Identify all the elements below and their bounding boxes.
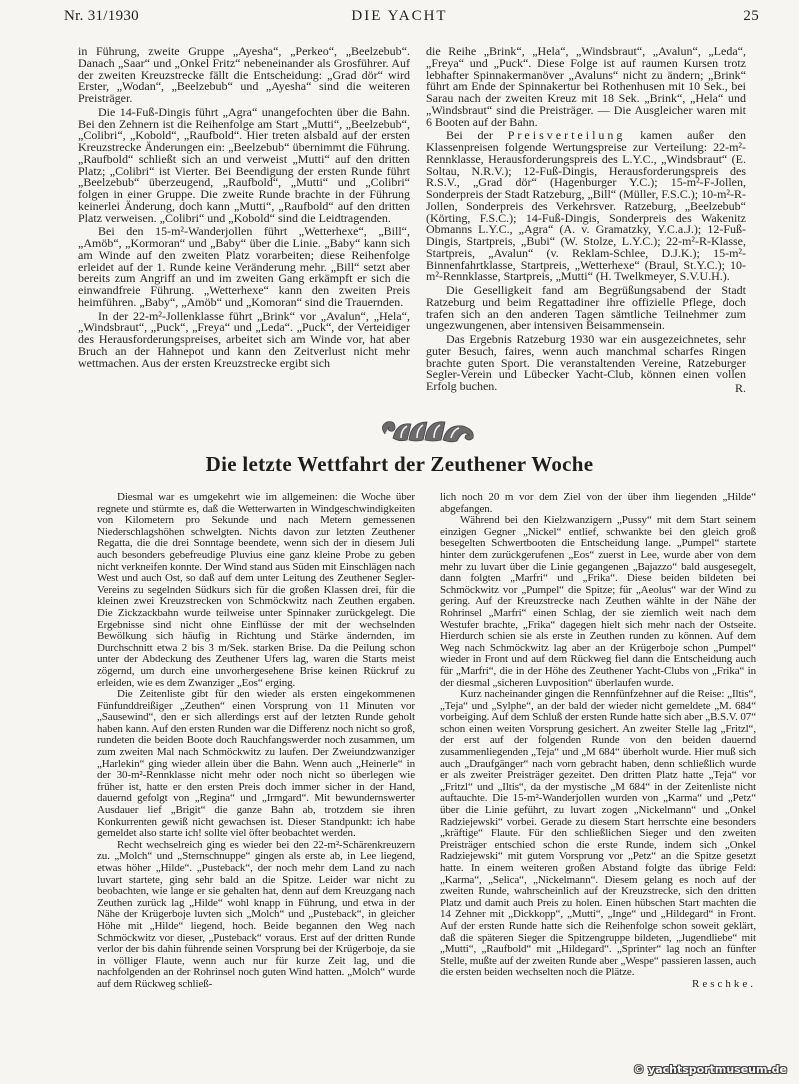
issue-number: Nr. 31/1930 <box>64 8 139 24</box>
paragraph: Während bei den Kielzwanzigern „Pussy“ mit dem Start seinem einzigen Gegner „Nickel“ entlief, schwankte bei den gleich groß besegelten Schwertbooten die Entscheidung lange. „Pumpel“ startete hinter dem zurückgerufenen „Eos“ zuerst in Lee, wurde aber von dem mehr zu luvart über die Linie gegangenen „Bajazzo“ bald ausgesegelt, dann folgten „Marfri“ und „Frika“. Diese beiden bildeten bei Schmöckwitz vor „Pumpel“ die Spitze; für „Aeolus“ war der Wind zu gering. Auf der Kreuzstrecke nach Zeuthen wählte in der Nähe der Rohrinsel „Marfri“ einen Schlag, der sie ziemlich weit nach dem Westufer brachte, „Frika“ dagegen hielt sich mehr nach der Ostseite. Hierdurch schien sie als erste in Zeuthen runden zu können. Auf dem Weg nach Schmöckwitz lag aber an der Krügerboje schon „Pumpel“ wieder in Front und auf dem Rückweg fiel dann die Entscheidung auch für „Marfri“, die in der Höhe des Zeuthener Yacht-Clubs von „Frika“ in der diesmal „sicheren Luvposition“ überlaufen wurde. <box>440 514 756 689</box>
paragraph: die Reihe „Brink“, „Hela“, „Windsbraut“, „Avalun“, „Leda“, „Freya“ und „Puck“. Diese Folge ist auf raumen Kursen trotz lebhafter Spinnakermanöver „Avaluns“ nicht zu ändern; „Brink“ führt am Ende der Spinnakertur bei Rothenhusen mit 10 Sek., bei Sarau nach der zweiten Kreuz mit 18 Sek. „Brink“, „Hela“ und „Windsbraut“ sind die Preisträger. — Die Ausgleicher waren mit 6 Booten auf der Bahn. <box>426 46 746 129</box>
ornament-divider-icon <box>377 416 483 446</box>
paragraph: in Führung, zweite Gruppe „Ayesha“, „Perkeo“, „Beelzebub“. Danach „Saar“ und „Onkel Fritz“ nebeneinander als Grosführer. Auf der zweiten Kreuzstrecke fällt die Entscheidung: „Grad dör“ wird Erster, „Wodan“, „Beelzebub“ und „Ayesha“ sind die weiteren Preisträger. <box>78 46 410 105</box>
text: Bei der <box>446 128 508 143</box>
paragraph: Die Zeitenliste gibt für den wieder als ersten eingekommenen Fünfunddreißiger „Zeuthen“ einen Vorsprung von 11 Minuten vor „Sausewind“, den er sich allerdings erst auf der letzten Runde geholt haben kann. Auf den ersten Runden war die Differenz noch nicht so groß, rundeten die beiden Boote doch Rauchfangswerder noch zusammen, um zum zweiten Mal nach Schmöckwitz zu laufen. Der Zweiundzwanziger „Harlekin“ ging wieder allein über die Bahn. Wenn auch „Heinerle“ in der 30-m²-Rennklasse nicht mehr oder noch nicht so überlegen wie früher ist, hatte er den ersten Preis doch immer sicher in der Hand, dauernd gefolgt von „Regina“ und „Irmgard“. Mit bewundernswerter Ausdauer lief „Brigit“ die ganze Bahn ab, trotzdem sie ihren Konkurrenten gewiß nicht gewachsen ist. Dieser Standpunkt: ich habe gemeldet also starte ich! sollte viel öfter beobachtet werden. <box>97 688 415 840</box>
paragraph: Recht wechselreich ging es wieder bei den 22-m²-Schärenkreuzern zu. „Molch“ und „Sternschnuppe“ gingen als erste ab, in Lee liegend, etwas höher „Hilde“. „Pusteback“, der noch mehr dem Land zu nach luvart startete, ging sehr bald an die Spitze. Leider war nicht zu beobachten, wie lange er sie gehalten hat, denn auf dem Kreuzgang nach Zeuthen zurück lag „Hilde“ wohl knapp in Führung, und etwa in der Nähe der Krügerboje luvten sich „Molch“ und „Pusteback“, in gleicher Höhe mit „Hilde“ liegend, hoch. Beide begannen den Weg nach Schmöckwitz vor dieser, „Pusteback“ voraus. Erst auf der dritten Runde verlor der bis dahin führende seinen Vorsprung bei der Krügerboje, da sie in völliger Flaute, wenn auch nur für kurze Zeit lag, und die nachfolgenden an der Rohrinsel noch guten Wind hatten. „Molch“ wurde auf dem Rückweg schließ- <box>97 838 415 990</box>
emphasized-term: Preisverteilung <box>507 128 626 143</box>
paragraph: Das Ergebnis Ratzeburg 1930 war ein ausgezeichnetes, sehr guter Besuch, faires, wenn auch manchmal scharfes Ringen brachte guten Sport. Die veranstaltenden Vereine, Ratzeburger Segler-Verein und Lübecker Yacht-Club, können einen vollen Erfolg buchen. <box>426 332 746 393</box>
paragraph-prize-distribution <box>426 130 746 283</box>
watermark: © yachtsportmuseum.de <box>633 1063 787 1076</box>
author-signature: R. <box>734 381 746 395</box>
paragraph: Die Geselligkeit fand am Begrüßungsabend der Stadt Ratzeburg und beim Regattadiner ihre offizielle Pflege, doch trafen sich an den anderen Tagen sämtliche Teilnehmer zum ungezwungenen, aber intensiven Beisammensein. <box>426 283 746 333</box>
paragraph: Die 14-Fuß-Dingis führt „Agra“ unangefochten über die Bahn. Bei den Zehnern ist die Reihenfolge am Start „Mutti“, „Beelzebub“, „Colibri“, „Kobold“, „Raufbold“. Hier treten alsbald auf der ersten Kreuzstrecke Änderungen ein: „Beelzebub“ übernimmt die Führung. „Raufbold“ schließt sich an und verweist „Mutti“ auf den dritten Platz; „Colibri“ ist Vierter. Bei Beendigung der ersten Runde führt „Beelzebub“ überzeugend, „Raufbold“, „Mutti“ und „Colibri“ folgen in einer Gruppe. Die zweite Runde brachte in der Führung keinerlei Änderung, doch kann „Mutti“, „Raufbold“ auf den dritten Platz verweisen. „Colibri“ und „Kobold“ sind die Leidtragenden. <box>78 104 410 225</box>
magazine-name: DIE YACHT <box>351 8 448 24</box>
article-right-column <box>440 492 756 991</box>
paragraph: Bei den 15-m²-Wanderjollen führt „Wetterhexe“, „Bill“, „Amöb“, „Kormoran“ und „Baby“ über die Linie. „Baby“ kann sich am Winde auf den zweiten Platz vorarbeiten; diese Reihenfolge erleidet auf der 1. Runde keine Veränderung mehr. „Bill“ setzt aber bereits zum Angriff an und im zweiten Gang erkämpft er sich die einwandfreie Führung. „Wetterhexe“ kann den zweiten Preis heimführen. „Baby“, „Amöb“ und „Komoran“ sind die Trauernden. <box>78 224 410 309</box>
paragraph: Kurz nacheinander gingen die Rennfünfzehner auf die Reise: „Iltis“, „Teja“ und „Sylphe“, an der bald der wieder nicht gemeldete „M. 684“ vorbeiging. Auf dem Schluß der ersten Runde hatte sich aber „B.S.V. 07“ schon einen weiten Vorsprung gesichert. An zweiter Stelle lag „Fritzl“, der erst auf der folgenden Runde von den beiden dauernd zusammenliegenden „Teja“ und „M 684“ überholt wurde. Hier muß sich auch „Draufgänger“ nach vorn gebracht haben, denn schließlich wurde er als zweiter Preisträger gezeitet. Den dritten Platz hatte „Teja“ vor „Fritzl“ und „Iltis“, da der mystische „M 684“ in der Zeitenliste nicht auftauchte. Die 15-m²-Wanderjollen wurden von „Karma“ und „Petz“ über die Linie geführt, zu luvart zogen „Nickelmann“ und „Onkel Radziejewski“ vorbei. Gerade zu diesem Start herrschte eine besonders „kräftige“ Flaute. Für den schließlichen Sieger und den zweiten Preisträger entschied schon die erste Runde, indem sich „Onkel Radziejewski“ mit gutem Vorsprung vor „Petz“ an die Spitze gesetzt hatte. In einem weiteren großen Abstand folgte das übrige Feld: „Karma“, „Selica“, „Nickelmann“. Diesem gelang es noch auf der zweiten Runde, wahrscheinlich auf der Kreuzstrecke, sich den dritten Platz und damit auch Preis zu holen. Einen hübschen Start machten die 14 Zehner mit „Dickkopp“, „Mutti“, „Inge“ und „Hildegard“ in Front. Auf der ersten Runde hatte sich die Reihenfolge schon soweit geklärt, daß die späteren Sieger die Spitzengruppe bildeten, „Jugendliebe“ mit „Mutti“, „Raufbold“ mit „Hildegard“. „Sprinter“ lag noch an fünfter Stelle, mußte auf der zweiten Runde aber „Wespe“ passieren lassen, auch die ersten beiden wechselten noch die Plätze. <box>440 688 756 979</box>
article-left-column <box>97 492 415 991</box>
text: kamen außer den Klassenpreisen folgende Wertungspreise zur Verteilung: 22-m²-Rennklasse, Herausforderungspreis des L.Y.C., „Windsbraut“ (E. Soltau, N.R.V.); 12-Fuß-Dingis, Herausforderungspreis des R.S.V., „Grad dör“ (Hagenburger Y.C.); 15-m²-F-Jollen, Sonderpreis der Stadt Ratzeburg, „Bill“ (Müller, F.S.C.); 10-m²-R-Jollen, Sonderpreis des Verkehrsver. Ratzeburg, „Beelzebub“ (Körting, F.S.C.); 14-Fuß-Dingis, Sonderpreis des Wakenitz Obmanns L.Y.C., „Agra“ (A. v. Gramatzky, Y.C.a.J.); 12-Fuß-Dingis, Startpreis, „Bubi“ (W. Stolze, L.Y.C.); 22-m²-R-Klasse, Startpreis, „Avalun“ (v. Reklam-Schlee, D.J.K.); 15-m²-Binnenfahrtklasse, Startpreis, „Wetterhexe“ (Braul, St.Y.C.); 10-m²-Rennklasse, Startpreis, „Mutti“ (H. Twelkmeyer, S.V.U.H.). <box>426 128 746 284</box>
article-title: Die letzte Wettfahrt der Zeuthener Woche <box>205 452 594 476</box>
top-left-column <box>78 46 410 398</box>
top-right-column <box>426 46 746 398</box>
author-signature: Reschke. <box>691 977 756 990</box>
paragraph: lich noch 20 m vor dem Ziel von der über ihm liegenden „Hilde“ abgefangen. <box>440 491 756 515</box>
page-number: 25 <box>743 8 759 24</box>
paragraph: Diesmal war es umgekehrt wie im allgemeinen: die Woche über regnete und stürmte es, daß die Wetterwarten in Windgeschwindigkeiten von Kilometern pro Sekunde und nach Metern gemessenen Niederschlagshöhen schwelgten. Nichts davon zur letzten Zeuthener Regatta, die die drei Sonntage beendete, wenn sich der in diesem Juli auch besonders gebefreudige Pluvius eine ganz kleine Probe zu geben nicht verkneifen konnte. Der Wind stand aus Süden mit Einschlägen nach West und auch Ost, so daß auf dem unter Leitung des Zeuthener Segler-Vereins zu segelnden Südkurs sich für die großen Klassen drei, für die kleinen zwei Kreuzstrecken von Schmöckwitz nach Zeuthen ergaben. Die Zickzackbahn wurde teilweise unter Spinnaker zurückgelegt. Die Ergebnisse sind nicht ohne Einflüsse der mit der wechselnden Bewölkung sich häufig in Richtung und Stärke ändernden, im Durchschnitt etwa 2 bis 3 m/Sek. starken Brise. Da die Peilung schon unter der Abdeckung des Zeuthener Ufers lag, waren die Starts meist zögernd, um durch eine unvorhergesehene Brise keinen Rückruf zu erleiden, wie es dem Zwanziger „Eos“ erging. <box>97 491 415 689</box>
paragraph: In der 22-m²-Jollenklasse führt „Brink“ vor „Avalun“, „Hela“, „Windsbraut“, „Puck“, „Freya“ und „Leda“. „Puck“, der Verteidiger des Herausforderungspreises, arbeitet sich am Winde vor, hat aber Bruch an der Hahnepot und kann den Zeitverlust nicht mehr wettmachen. Aus der ersten Kreuzstrecke ergibt sich <box>78 308 410 370</box>
